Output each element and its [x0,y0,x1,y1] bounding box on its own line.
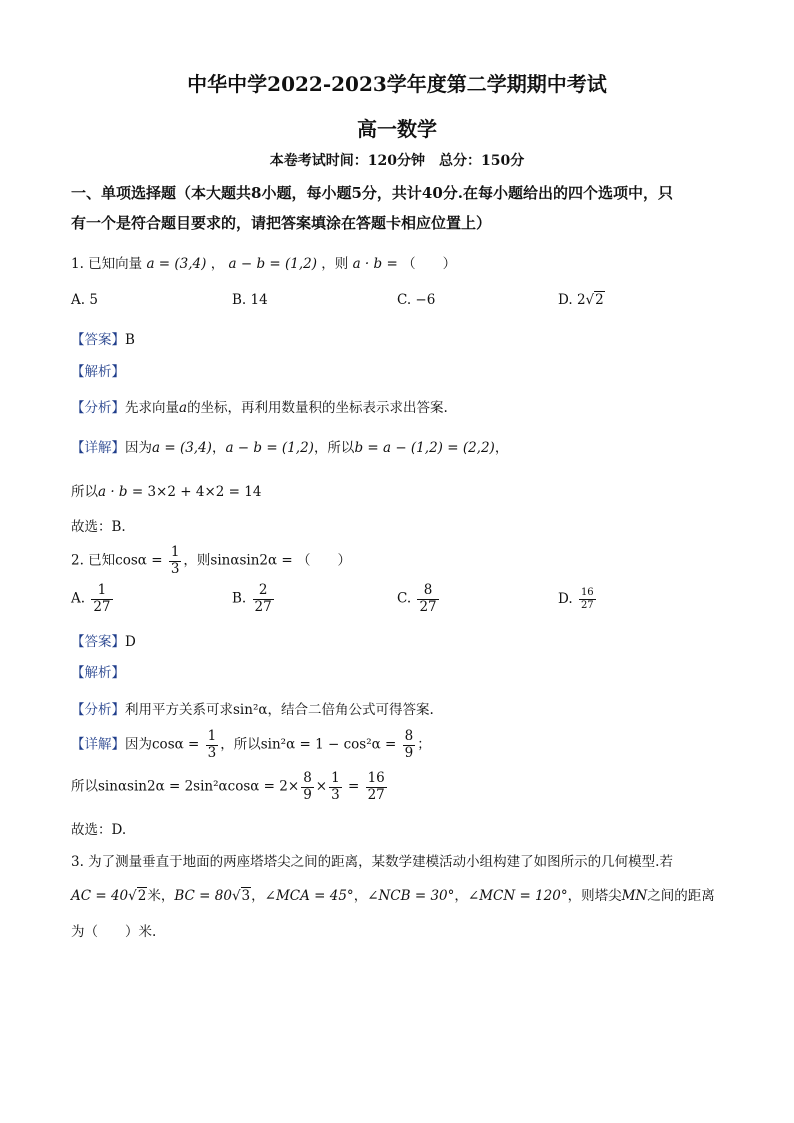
q2-option-d: D. $\frac{16}{27}$ [558,587,594,611]
q1-vector-a: a = (3,4) [146,256,207,272]
q3-line3: 为（ ）米. [71,924,157,940]
q3-line2: AC = 40√2米，BC = 80√3，∠MCA = 45°，∠NCB = 30°，∠MCN = 120°，则塔尖MN之间的距离 [71,888,715,904]
q2-conclusion: 故选：D. [71,822,127,838]
q1-answer: 【答案】B [71,332,135,348]
q3-line1: 3. 为了测量垂直于地面的两座塔塔尖之间的距离，某数学建模活动小组构建了如图所示的几何模型.若 [71,854,673,870]
q2-answer: 【答案】D [71,634,136,650]
q2-option-a: A. $\frac{1}{27}$ [71,582,111,615]
q1-option-d: D. 2√2 [558,292,604,308]
q1-dot-product: a · b [352,256,383,272]
q1-xiangjie: 【详解】因为a = (3,4)，a − b = (1,2)，所以b = a − (1,2) = (2,2)， [71,440,509,456]
section-heading-line2: 有一个是符合题目要求的，请把答案填涂在答题卡相应位置上） [71,214,492,232]
q1-vector-diff: a − b = (1,2) [228,256,317,272]
q1-so: 所以a · b = 3×2 + 4×2 = 14 [71,484,262,500]
q1-option-b: B. 14 [232,292,268,308]
subject-title: 高一数学 [357,117,437,141]
q1-fenxi: 【分析】先求向量a的坐标，再利用数量积的坐标表示求出答案. [71,400,448,416]
q1-option-a: A. 5 [71,292,98,308]
q2-xiangjie: 【详解】因为cosα = $\frac{1}{3}$ ，所以sin²α = 1 − cos²α = $\frac{8}{9}$ ； [71,728,431,761]
q2-fenxi: 【分析】利用平方关系可求sin²α，结合二倍角公式可得答案. [71,702,434,718]
q2-option-c: C. $\frac{8}{27}$ [397,582,437,615]
q1-analysis-tag: 【解析】 [71,364,125,380]
exam-title: 中华中学2022-2023学年度第二学期期中考试 [187,72,607,96]
q2-option-b: B. $\frac{2}{27}$ [232,582,272,615]
q1-stem: 1. 已知向量 a = (3,4) ， a − b = (1,2) ，则 a · b = （ ） [71,256,457,272]
q2-stem-fraction: $\frac{1}{3}$ [170,544,180,577]
q2-so: 所以sinαsin2α = 2sin²αcosα = 2× $\frac{8}{9}$ × $\frac{1}{3}$ = $\frac{16}{27}$ [71,770,385,803]
q2-stem: 2. 已知cosα = $\frac{1}{3}$ ，则sinαsin2α = （ ） [71,544,352,577]
q2-analysis-tag: 【解析】 [71,665,125,681]
q1-conclusion: 故选：B. [71,519,126,535]
q1-option-c: C. −6 [397,292,436,308]
exam-info: 本卷考试时间：120分钟 总分：150分 [269,153,525,169]
section-heading-line1: 一、单项选择题（本大题共8小题，每小题5分，共计40分.在每小题给出的四个选项中，只 [71,184,673,202]
